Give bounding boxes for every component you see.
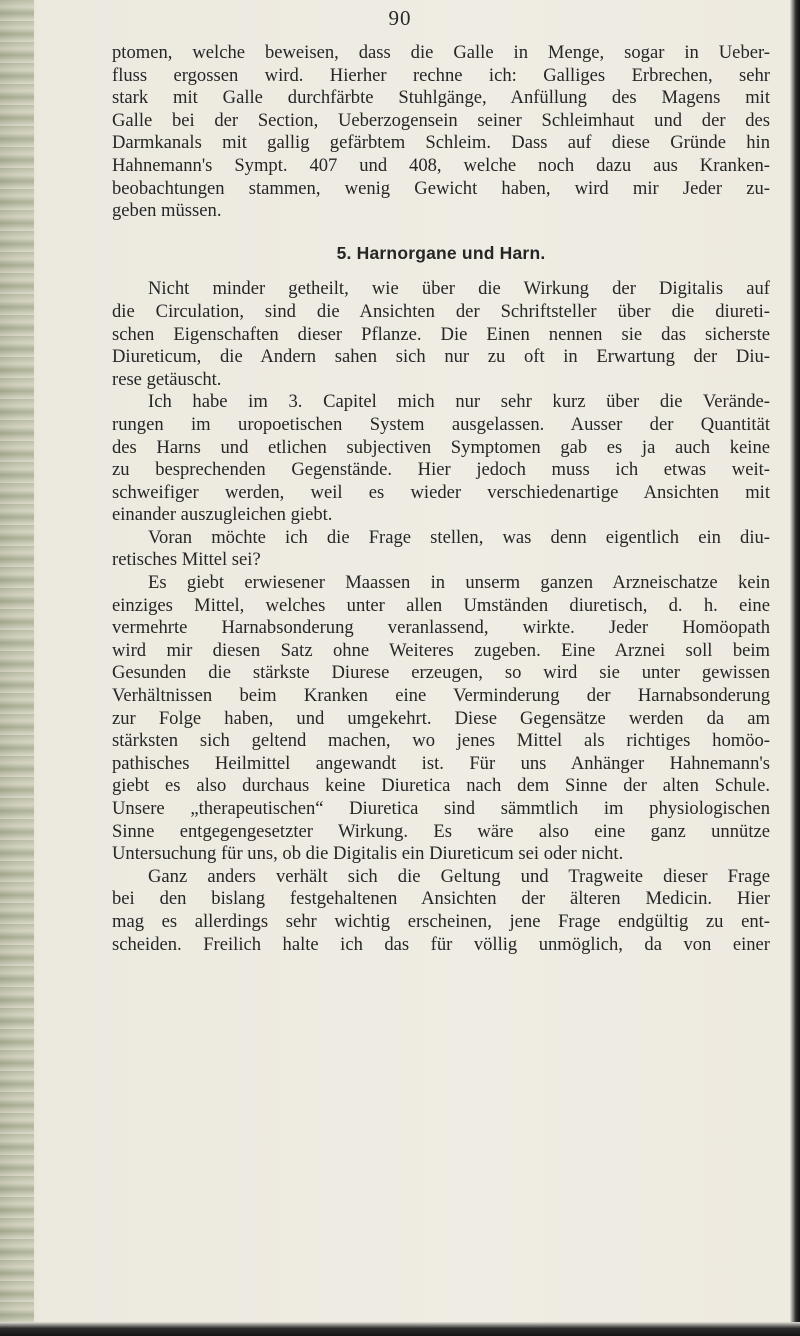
text-line: des Harns und etlichen subjectiven Symptomen gab es ja auch keine xyxy=(112,436,770,458)
text-line: scheiden. Freilich halte ich das für völlig unmöglich, da von einer xyxy=(112,933,770,955)
text-line: Hahnemann's Sympt. 407 und 408, welche noch dazu aus Kranken- xyxy=(112,154,770,176)
text-line: bei den bislang festgehaltenen Ansichten der älteren Medicin. Hier xyxy=(112,888,770,910)
text-line: beobachtungen stammen, wenig Gewicht haben, wird mir Jeder zu- xyxy=(112,177,770,199)
text-line: stark mit Galle durchfärbte Stuhlgänge, Anfüllung des Magens mit xyxy=(112,87,770,109)
body-text xyxy=(112,42,770,956)
text-line: Ich habe im 3. Capitel mich nur sehr kurz über die Verände- xyxy=(148,391,770,413)
page-right-shadow xyxy=(790,0,800,1336)
text-line: stärksten sich geltend machen, wo jenes Mittel als richtiges homöo- xyxy=(112,730,770,752)
text-line: Voran möchte ich die Frage stellen, was denn eigentlich ein diu- xyxy=(148,526,770,548)
text-line: Diureticum, die Andern sahen sich nur zu oft in Erwartung der Diu- xyxy=(112,346,770,368)
text-line: rungen im uropoetischen System ausgelassen. Ausser der Quantität xyxy=(112,413,770,435)
text-line: Darmkanals mit gallig gefärbtem Schleim. Dass auf diese Gründe hin xyxy=(112,132,770,154)
page-number: 90 xyxy=(388,6,412,30)
paragraph xyxy=(112,866,770,956)
text-line: rese getäuscht. xyxy=(112,368,222,390)
paragraph xyxy=(112,527,770,572)
text-line: Ganz anders verhält sich die Geltung und Tragweite dieser Frage xyxy=(148,865,770,887)
paragraph xyxy=(112,278,770,391)
text-line: Galle bei der Section, Ueberzogensein seiner Schleimhaut und der des xyxy=(112,109,770,131)
text-line: Untersuchung für uns, ob die Digitalis ein Diureticum sei oder nicht. xyxy=(112,843,624,865)
text-line: retisches Mittel sei? xyxy=(112,549,261,571)
text-line: einander auszugleichen giebt. xyxy=(112,504,333,526)
text-line: schen Eigenschaften dieser Pflanze. Die Einen nennen sie das sicherste xyxy=(112,323,770,345)
text-line: Sinne entgegengesetzter Wirkung. Es wäre also eine ganz unnütze xyxy=(112,820,770,842)
paragraphs-after-heading xyxy=(112,278,770,956)
paragraph xyxy=(112,572,770,866)
text-line: schweifiger werden, weil es wieder verschiedenartige Ansichten mit xyxy=(112,481,770,503)
text-line: geben müssen. xyxy=(112,200,222,222)
text-line: fluss ergossen wird. Hierher rechne ich: Galliges Erbrechen, sehr xyxy=(112,64,770,86)
text-line: vermehrte Harnabsonderung veranlassend, wirkte. Jeder Homöopath xyxy=(112,617,770,639)
text-line: pathisches Heilmittel angewandt ist. Für uns Anhänger Hahnemann's xyxy=(112,752,770,774)
text-line: wird mir diesen Satz ohne Weiteres zugeben. Eine Arznei soll beim xyxy=(112,639,770,661)
text-line: Unsere „therapeutischen“ Diuretica sind sämmtlich im physiologischen xyxy=(112,798,770,819)
page-bottom-shadow xyxy=(0,1322,800,1336)
text-line: die Circulation, sind die Ansichten der Schriftsteller über die diureti- xyxy=(112,300,770,322)
text-line: zu besprechenden Gegenstände. Hier jedoch muss ich etwas weit- xyxy=(112,459,770,481)
section-heading: 5. Harnorgane und Harn. xyxy=(336,242,546,263)
book-binding-edge xyxy=(0,0,34,1336)
paragraph xyxy=(112,42,770,223)
text-line: Es giebt erwiesener Maassen in unserm ganzen Arzneischatze kein xyxy=(148,572,770,594)
text-line: Gesunden die stärkste Diurese erzeugen, so wird sie unter gewissen xyxy=(112,662,770,684)
text-line: Verhältnissen beim Kranken eine Verminderung der Harnabsonderung xyxy=(112,685,770,707)
paragraph xyxy=(112,391,770,527)
paragraphs-before-heading xyxy=(112,42,770,223)
text-line: mag es allerdings sehr wichtig erscheinen, jene Frage endgültig zu ent- xyxy=(112,910,770,932)
text-line: zur Folge haben, und umgekehrt. Diese Gegensätze werden da am xyxy=(112,707,770,729)
text-line: einziges Mittel, welches unter allen Umständen diuretisch, d. h. eine xyxy=(112,594,770,616)
text-line: giebt es also durchaus keine Diuretica nach dem Sinne der alten Schule. xyxy=(112,775,770,797)
text-line: Nicht minder getheilt, wie über die Wirkung der Digitalis auf xyxy=(148,278,770,300)
text-line: ptomen, welche beweisen, dass die Galle in Menge, sogar in Ueber- xyxy=(112,42,770,63)
